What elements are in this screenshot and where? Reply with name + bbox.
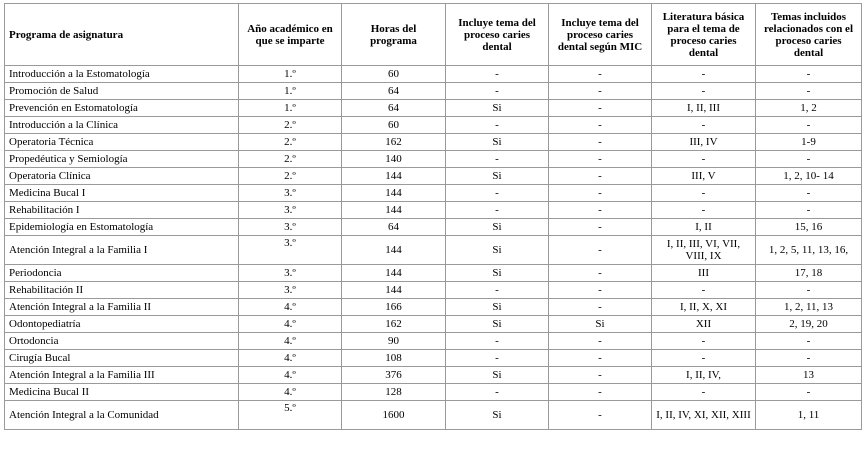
cell-incluye: Si [446, 401, 549, 430]
cell-temas: - [756, 202, 862, 219]
cell-literatura: I, II, IV, [652, 367, 756, 384]
cell-incluye: - [446, 66, 549, 83]
cell-programa: Atención Integral a la Familia II [5, 299, 239, 316]
table-row [5, 219, 862, 236]
cell-horas: 64 [342, 219, 446, 236]
cell-horas: 90 [342, 333, 446, 350]
cell-incluye: - [446, 384, 549, 401]
cell-temas: - [756, 282, 862, 299]
cell-programa: Cirugía Bucal [5, 350, 239, 367]
cell-anio: 4.º [239, 384, 342, 401]
cell-anio: 1.º [239, 100, 342, 117]
cell-programa: Odontopediatría [5, 316, 239, 333]
table-row [5, 282, 862, 299]
cell-anio: 4.º [239, 316, 342, 333]
cell-anio: 2.º [239, 151, 342, 168]
table-row [5, 202, 862, 219]
cell-horas: 60 [342, 66, 446, 83]
cell-mic: - [549, 350, 652, 367]
table-row [5, 350, 862, 367]
cell-programa: Epidemiología en Estomatología [5, 219, 239, 236]
cell-anio: 3.º [239, 202, 342, 219]
cell-literatura: - [652, 185, 756, 202]
header-incluye: Incluye tema del proceso caries dental [446, 4, 549, 66]
cell-programa: Introducción a la Estomatología [5, 66, 239, 83]
cell-anio: 1.º [239, 83, 342, 100]
cell-anio: 3.º [239, 265, 342, 282]
cell-anio: 4.º [239, 350, 342, 367]
cell-programa: Atención Integral a la Familia III [5, 367, 239, 384]
cell-incluye: Si [446, 265, 549, 282]
cell-horas: 144 [342, 265, 446, 282]
table-row [5, 151, 862, 168]
cell-programa: Prevención en Estomatología [5, 100, 239, 117]
cell-temas: 1, 2, 10- 14 [756, 168, 862, 185]
cell-horas: 144 [342, 202, 446, 219]
header-programa: Programa de asignatura [5, 4, 239, 66]
cell-temas: - [756, 185, 862, 202]
cell-mic: - [549, 384, 652, 401]
table-row [5, 299, 862, 316]
cell-temas: - [756, 117, 862, 134]
cell-mic: - [549, 117, 652, 134]
cell-temas: 1-9 [756, 134, 862, 151]
table-row [5, 333, 862, 350]
table-row [5, 384, 862, 401]
cell-mic: - [549, 282, 652, 299]
cell-mic: - [549, 66, 652, 83]
table-row [5, 401, 862, 430]
cell-mic: Si [549, 316, 652, 333]
cell-mic: - [549, 333, 652, 350]
cell-literatura: - [652, 282, 756, 299]
cell-temas: 15, 16 [756, 219, 862, 236]
cell-incluye: Si [446, 134, 549, 151]
cell-incluye: - [446, 202, 549, 219]
cell-anio: 3.º [239, 219, 342, 236]
cell-anio: 3.º [239, 282, 342, 299]
cell-programa: Rehabilitación II [5, 282, 239, 299]
header-temas: Temas incluidos relacionados con el proceso caries dental [756, 4, 862, 66]
curriculum-table [4, 3, 862, 430]
table-row [5, 134, 862, 151]
cell-temas: 13 [756, 367, 862, 384]
cell-literatura: I, II, IV, XI, XII, XIII [652, 401, 756, 430]
table-row [5, 83, 862, 100]
cell-anio: 1.º [239, 66, 342, 83]
cell-horas: 1600 [342, 401, 446, 430]
cell-anio: 3.º [239, 185, 342, 202]
cell-temas: - [756, 83, 862, 100]
cell-temas: 17, 18 [756, 265, 862, 282]
cell-literatura: I, II, III [652, 100, 756, 117]
cell-incluye: - [446, 117, 549, 134]
table-row [5, 265, 862, 282]
cell-incluye: Si [446, 168, 549, 185]
cell-horas: 128 [342, 384, 446, 401]
cell-programa: Rehabilitación I [5, 202, 239, 219]
cell-literatura: I, II, III, VI, VII, VIII, IX [652, 236, 756, 265]
cell-horas: 166 [342, 299, 446, 316]
cell-mic: - [549, 236, 652, 265]
cell-horas: 376 [342, 367, 446, 384]
header-literatura: Literatura básica para el tema de proceso caries dental [652, 4, 756, 66]
cell-programa: Medicina Bucal II [5, 384, 239, 401]
cell-horas: 64 [342, 83, 446, 100]
cell-mic: - [549, 168, 652, 185]
cell-programa: Promoción de Salud [5, 83, 239, 100]
cell-literatura: I, II, X, XI [652, 299, 756, 316]
table-body [5, 66, 862, 430]
cell-literatura: - [652, 384, 756, 401]
cell-mic: - [549, 265, 652, 282]
cell-literatura: - [652, 333, 756, 350]
cell-programa: Medicina Bucal I [5, 185, 239, 202]
cell-mic: - [549, 299, 652, 316]
cell-horas: 162 [342, 316, 446, 333]
header-horas: Horas del programa [342, 4, 446, 66]
cell-mic: - [549, 202, 652, 219]
cell-temas: - [756, 350, 862, 367]
cell-programa: Atención Integral a la Familia I [5, 236, 239, 265]
cell-anio: 4.º [239, 333, 342, 350]
cell-temas: 1, 2, 11, 13 [756, 299, 862, 316]
cell-anio: 4.º [239, 367, 342, 384]
cell-horas: 144 [342, 185, 446, 202]
header-anio: Año académico en que se imparte [239, 4, 342, 66]
cell-temas: - [756, 66, 862, 83]
cell-programa: Atención Integral a la Comunidad [5, 401, 239, 430]
cell-horas: 162 [342, 134, 446, 151]
cell-anio: 2.º [239, 134, 342, 151]
cell-programa: Periodoncia [5, 265, 239, 282]
cell-incluye: - [446, 83, 549, 100]
cell-programa: Operatoria Técnica [5, 134, 239, 151]
cell-incluye: Si [446, 100, 549, 117]
table-row [5, 66, 862, 83]
cell-mic: - [549, 367, 652, 384]
cell-temas: - [756, 384, 862, 401]
cell-temas: 2, 19, 20 [756, 316, 862, 333]
table-header-row [5, 4, 862, 66]
cell-temas: 1, 2 [756, 100, 862, 117]
cell-programa: Ortodoncia [5, 333, 239, 350]
cell-mic: - [549, 219, 652, 236]
cell-incluye: - [446, 282, 549, 299]
cell-horas: 64 [342, 100, 446, 117]
cell-literatura: III [652, 265, 756, 282]
cell-incluye: - [446, 151, 549, 168]
cell-incluye: - [446, 333, 549, 350]
cell-literatura: - [652, 151, 756, 168]
cell-literatura: III, V [652, 168, 756, 185]
cell-literatura: - [652, 350, 756, 367]
cell-horas: 144 [342, 282, 446, 299]
table-row [5, 316, 862, 333]
cell-literatura: III, IV [652, 134, 756, 151]
header-mic: Incluye tema del proceso caries dental según MIC [549, 4, 652, 66]
cell-literatura: I, II [652, 219, 756, 236]
cell-incluye: Si [446, 236, 549, 265]
cell-literatura: - [652, 202, 756, 219]
cell-horas: 108 [342, 350, 446, 367]
cell-anio: 5.º [239, 401, 342, 430]
cell-programa: Introducción a la Clínica [5, 117, 239, 134]
table-row [5, 236, 862, 265]
cell-horas: 144 [342, 236, 446, 265]
cell-incluye: - [446, 350, 549, 367]
cell-literatura: XII [652, 316, 756, 333]
cell-mic: - [549, 83, 652, 100]
cell-literatura: - [652, 66, 756, 83]
cell-mic: - [549, 134, 652, 151]
cell-temas: 1, 11 [756, 401, 862, 430]
cell-anio: 2.º [239, 168, 342, 185]
cell-literatura: - [652, 117, 756, 134]
cell-horas: 140 [342, 151, 446, 168]
table-row [5, 117, 862, 134]
table-row [5, 168, 862, 185]
table-row [5, 185, 862, 202]
cell-incluye: Si [446, 299, 549, 316]
cell-literatura: - [652, 83, 756, 100]
cell-incluye: Si [446, 219, 549, 236]
cell-temas: 1, 2, 5, 11, 13, 16, [756, 236, 862, 265]
cell-mic: - [549, 151, 652, 168]
cell-anio: 4.º [239, 299, 342, 316]
cell-mic: - [549, 401, 652, 430]
table-row [5, 367, 862, 384]
cell-mic: - [549, 100, 652, 117]
cell-incluye: - [446, 185, 549, 202]
cell-programa: Operatoria Clínica [5, 168, 239, 185]
cell-temas: - [756, 151, 862, 168]
cell-horas: 144 [342, 168, 446, 185]
cell-anio: 2.º [239, 117, 342, 134]
cell-anio: 3.º [239, 236, 342, 265]
cell-horas: 60 [342, 117, 446, 134]
cell-temas: - [756, 333, 862, 350]
table-row [5, 100, 862, 117]
cell-mic: - [549, 185, 652, 202]
cell-incluye: Si [446, 367, 549, 384]
cell-incluye: Si [446, 316, 549, 333]
cell-programa: Propedéutica y Semiología [5, 151, 239, 168]
